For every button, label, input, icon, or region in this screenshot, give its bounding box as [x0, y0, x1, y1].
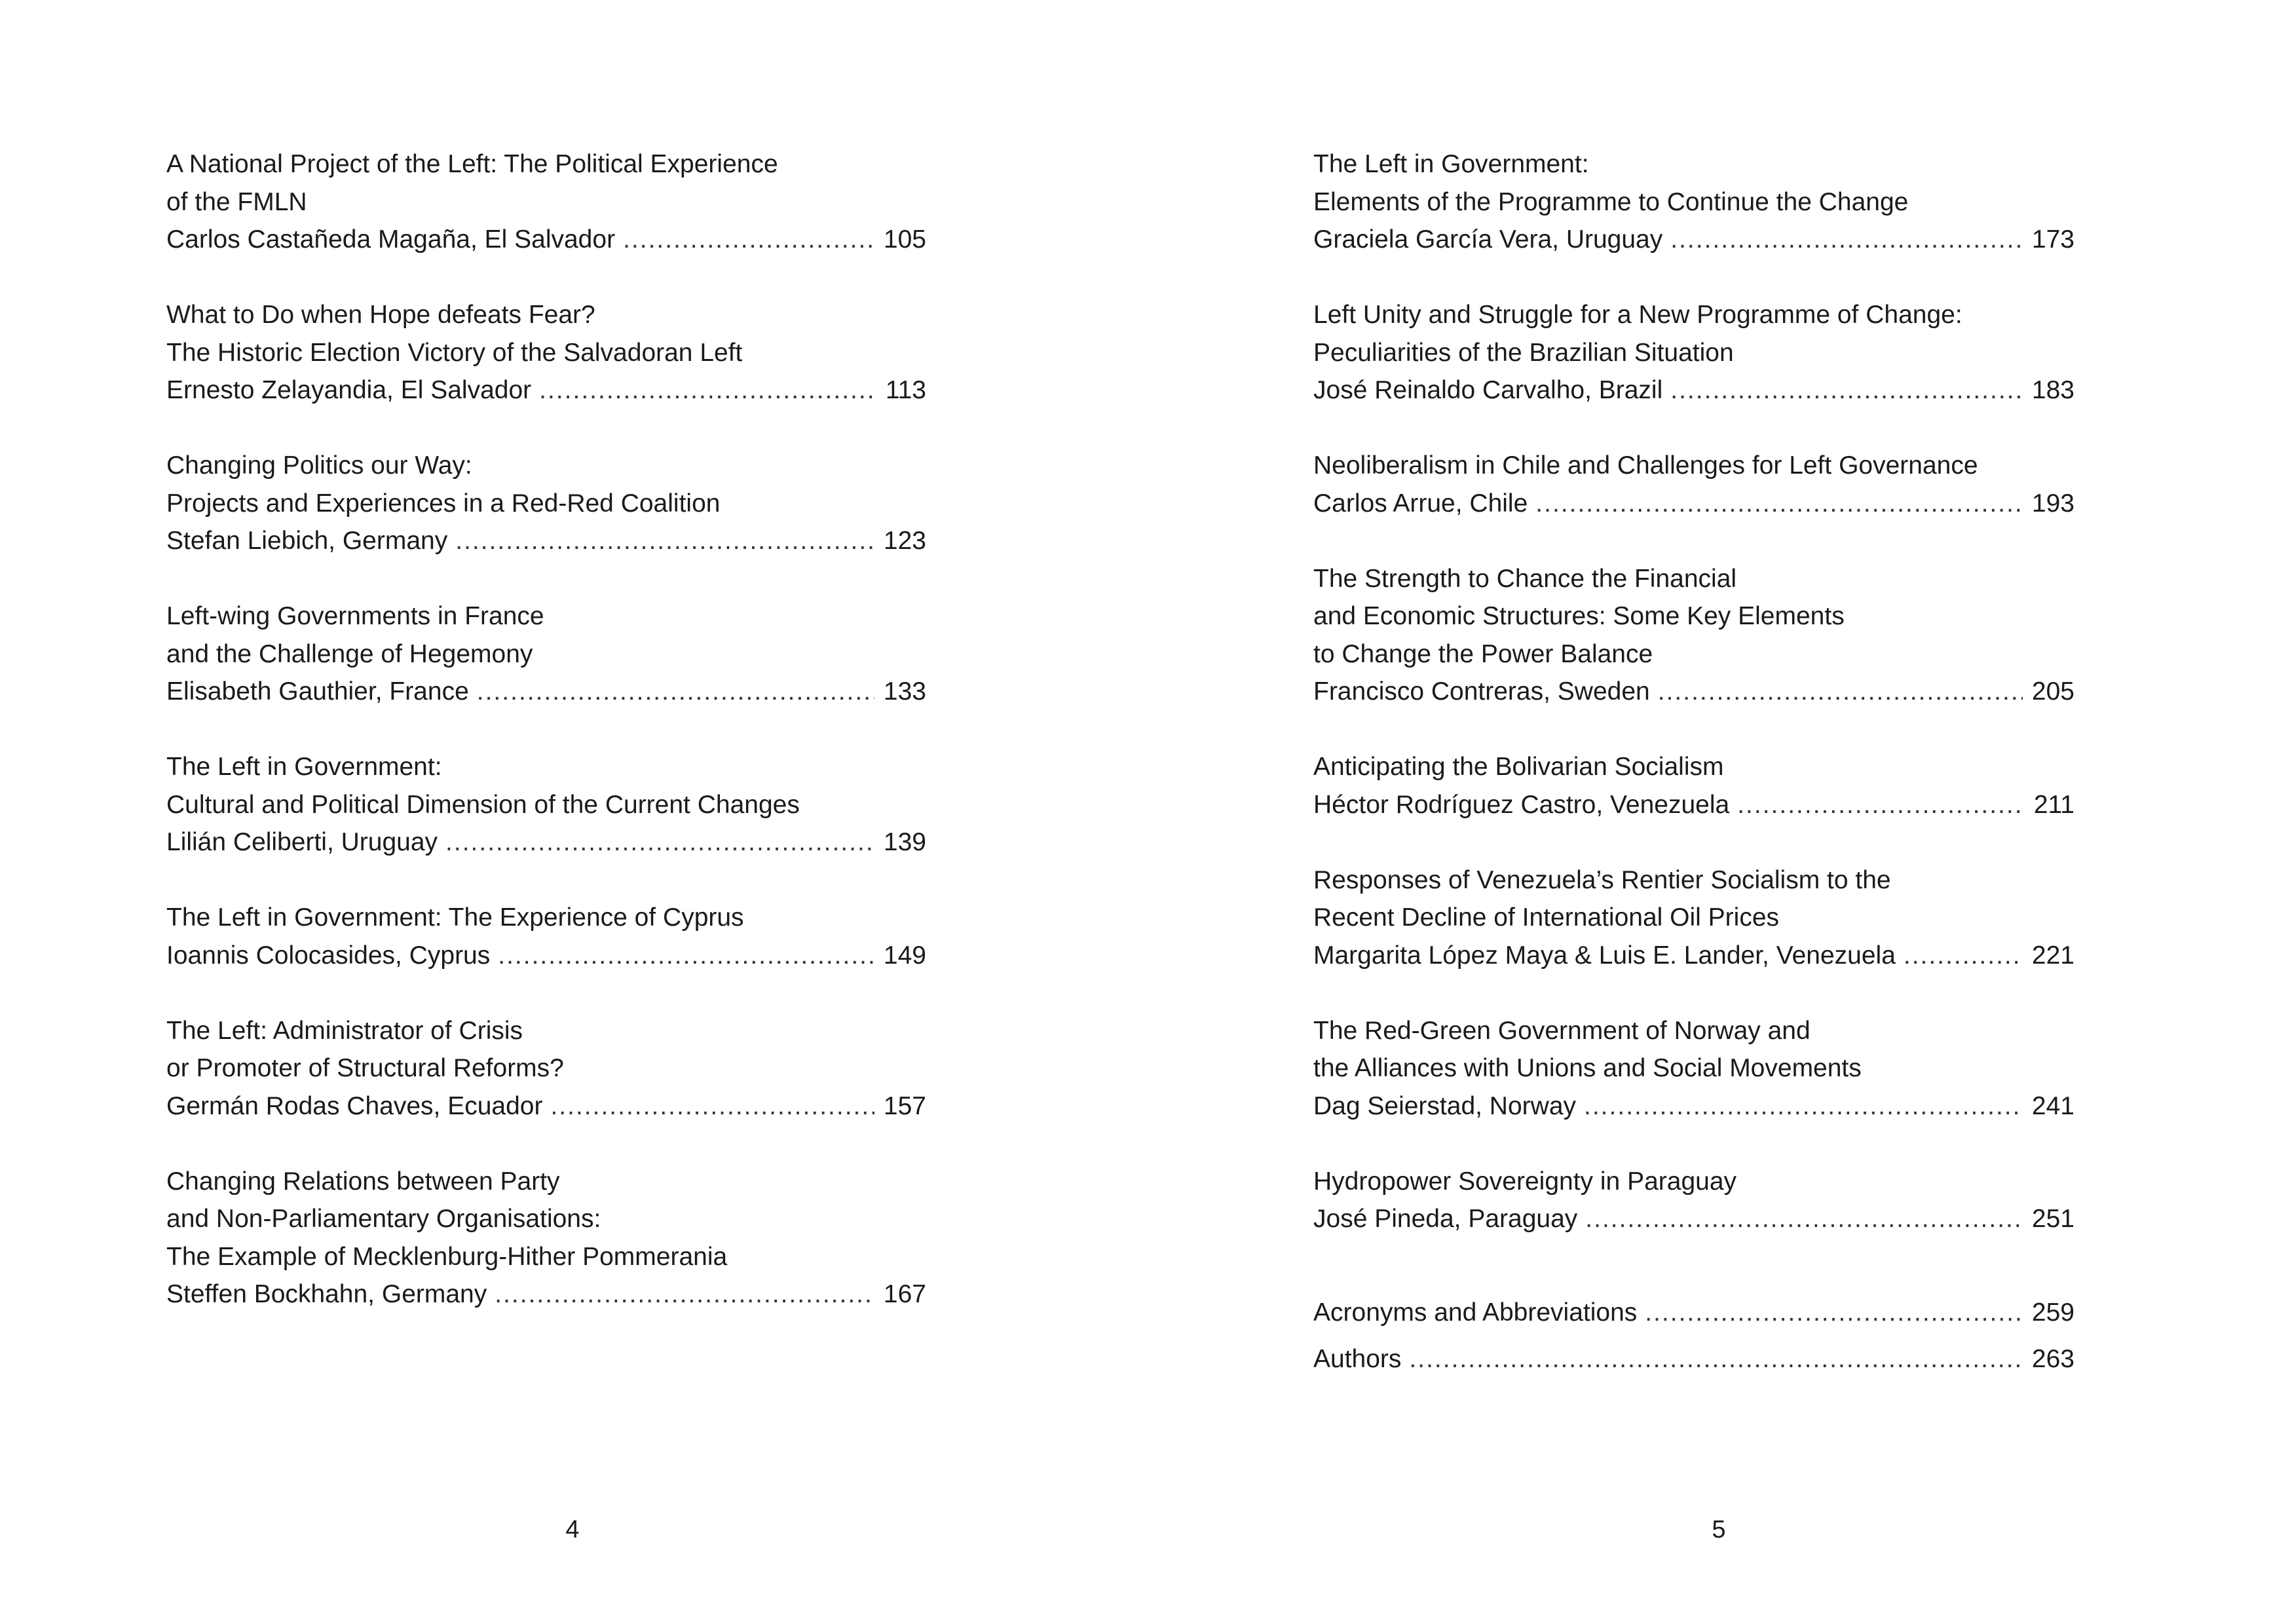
entry-author: Stefan Liebich, Germany — [166, 527, 448, 555]
entry-author-line — [1313, 1087, 2074, 1125]
entry-author: Elisabeth Gauthier, France — [166, 677, 469, 706]
dot-leader — [1645, 1294, 2023, 1332]
entry-title-line: The Left in Government: The Experience of Cyprus — [166, 903, 744, 932]
entry-author-line — [1313, 673, 2074, 711]
entry-title-line: Neoliberalism in Chile and Challenges for Left Governance — [1313, 451, 1978, 480]
dot-leader — [1670, 371, 2023, 409]
entry-page-number: 139 — [883, 828, 926, 856]
entry-title-line: and Economic Structures: Some Key Elements — [1313, 602, 1845, 630]
entry-page-number: 133 — [883, 677, 926, 706]
entry-author: Dag Seierstad, Norway — [1313, 1091, 1577, 1120]
toc-entry[interactable] — [166, 1012, 926, 1125]
entry-page-number: 251 — [2031, 1205, 2074, 1233]
entry-title-line: Left Unity and Struggle for a New Programme of Change: — [1313, 301, 1962, 329]
entry-author: Héctor Rodríguez Castro, Venezuela — [1313, 790, 1730, 819]
dot-leader — [1409, 1340, 2023, 1378]
dot-leader — [1585, 1200, 2023, 1238]
dot-leader — [1658, 673, 2023, 711]
entry-page-number: 211 — [2033, 790, 2074, 819]
toc-entry-acronyms[interactable] — [1313, 1294, 2074, 1332]
entry-page-number: 263 — [2031, 1344, 2074, 1373]
entry-author-line — [1313, 221, 2074, 259]
entry-title-line: Projects and Experiences in a Red-Red Coalition — [166, 489, 721, 518]
entry-title-line: Elements of the Programme to Continue the Change — [1313, 187, 1909, 216]
dot-leader — [1535, 485, 2023, 523]
entry-author-line — [166, 1087, 926, 1125]
entry-author: Carlos Castañeda Magaña, El Salvador — [166, 225, 616, 254]
toc-entry[interactable] — [1313, 1163, 2074, 1238]
toc-entry[interactable] — [1313, 296, 2074, 409]
toc-entry[interactable] — [166, 296, 926, 409]
dot-leader — [550, 1087, 874, 1125]
right-page — [1145, 0, 2290, 1624]
entry-author-line — [166, 1275, 926, 1313]
entry-author-line — [166, 522, 926, 560]
entry-title-line: Recent Decline of International Oil Prices — [1313, 903, 1780, 932]
toc-entry[interactable] — [1313, 861, 2074, 975]
entry-title-line: Anticipating the Bolivarian Socialism — [1313, 753, 1724, 781]
entry-title-line: Responses of Venezuela’s Rentier Socialism to the — [1313, 865, 1891, 894]
entry-title-line: Cultural and Political Dimension of the Current Changes — [166, 790, 800, 819]
entry-title-line: Hydropower Sovereignty in Paraguay — [1313, 1167, 1737, 1196]
dot-leader — [1584, 1087, 2023, 1125]
entry-title-line: Peculiarities of the Brazilian Situation — [1313, 338, 1734, 367]
toc-entry[interactable] — [166, 1163, 926, 1313]
entry-label: Authors — [1313, 1344, 1402, 1373]
dot-leader — [1904, 937, 2023, 975]
page-number-footer: 4 — [565, 1516, 580, 1543]
entry-page-number: 241 — [2031, 1091, 2074, 1120]
entry-author: Germán Rodas Chaves, Ecuador — [166, 1091, 543, 1120]
toc-entry[interactable] — [1313, 1012, 2074, 1125]
entry-author: Lilián Celiberti, Uruguay — [166, 828, 438, 856]
entry-title-line: to Change the Power Balance — [1313, 639, 1653, 668]
entry-author-line — [166, 823, 926, 861]
toc-list-right — [1313, 145, 2074, 1275]
page-number-footer: 5 — [1712, 1516, 1726, 1543]
entry-author-line — [1313, 937, 2074, 975]
toc-entry[interactable] — [1313, 145, 2074, 259]
entry-title-line: The Red-Green Government of Norway and — [1313, 1016, 1811, 1045]
entry-title-line: or Promoter of Structural Reforms? — [166, 1054, 564, 1082]
entry-page-number: 167 — [883, 1280, 926, 1308]
entry-page-number: 205 — [2031, 677, 2074, 706]
entry-title-line: of the FMLN — [166, 187, 307, 216]
toc-entry[interactable] — [166, 899, 926, 974]
entry-page-number: 113 — [885, 376, 926, 404]
dot-leader — [455, 522, 874, 560]
entry-page-number: 149 — [883, 941, 926, 970]
entry-page-number: 193 — [2031, 489, 2074, 518]
entry-author: Margarita López Maya & Luis E. Lander, Venezuela — [1313, 941, 1896, 970]
entry-author: Ioannis Colocasides, Cyprus — [166, 941, 491, 970]
entry-author: Francisco Contreras, Sweden — [1313, 677, 1650, 706]
entry-author-line — [1313, 1200, 2074, 1238]
toc-entry[interactable] — [166, 597, 926, 711]
dot-leader — [477, 673, 874, 711]
toc-entry[interactable] — [1313, 447, 2074, 522]
entry-author-line — [1313, 485, 2074, 523]
entry-title-line: The Historic Election Victory of the Salvadoran Left — [166, 338, 743, 367]
entry-author-line — [166, 673, 926, 711]
entry-title-line: The Example of Mecklenburg-Hither Pommerania — [166, 1242, 728, 1271]
entry-title-line: Changing Relations between Party — [166, 1167, 560, 1196]
entry-label: Acronyms and Abbreviations — [1313, 1298, 1638, 1327]
dot-leader — [445, 823, 874, 861]
dot-leader — [498, 937, 874, 975]
entry-title-line: A National Project of the Left: The Political Experience — [166, 150, 778, 178]
entry-title-line: Changing Politics our Way: — [166, 451, 472, 480]
entry-author: Graciela García Vera, Uruguay — [1313, 225, 1663, 254]
entry-title-line: and Non-Parliamentary Organisations: — [166, 1205, 601, 1233]
entry-title-line: the Alliances with Unions and Social Movements — [1313, 1054, 1862, 1082]
entry-page-number: 173 — [2031, 225, 2074, 254]
entry-author-line — [1313, 371, 2074, 409]
entry-author: Carlos Arrue, Chile — [1313, 489, 1528, 518]
entry-page-number: 183 — [2031, 376, 2074, 404]
entry-title-line: The Strength to Chance the Financial — [1313, 564, 1737, 593]
entry-title-line: What to Do when Hope defeats Fear? — [166, 301, 595, 329]
entry-page-number: 123 — [883, 527, 926, 555]
toc-entry[interactable] — [166, 447, 926, 560]
toc-entry-authors[interactable] — [1313, 1340, 2074, 1378]
entry-title-line: and the Challenge of Hegemony — [166, 639, 533, 668]
entry-author: Ernesto Zelayandia, El Salvador — [166, 376, 532, 404]
entry-author-line — [1313, 786, 2074, 824]
toc-entry[interactable] — [166, 145, 926, 259]
toc-entry[interactable] — [1313, 560, 2074, 711]
back-matter-list — [1313, 1294, 2074, 1386]
entry-author: José Pineda, Paraguay — [1313, 1205, 1578, 1233]
dot-leader — [623, 221, 874, 259]
entry-title-line: The Left: Administrator of Crisis — [166, 1016, 523, 1045]
entry-author-line — [166, 937, 926, 975]
entry-page-number: 105 — [883, 225, 926, 254]
entry-page-number: 259 — [2031, 1298, 2074, 1327]
entry-title-line: Left-wing Governments in France — [166, 602, 544, 630]
dot-leader — [1737, 786, 2025, 824]
entry-title-line: The Left in Government: — [1313, 150, 1589, 178]
entry-author: Steffen Bockhahn, Germany — [166, 1280, 487, 1308]
dot-leader — [539, 371, 876, 409]
toc-list-left — [166, 145, 926, 1351]
entry-page-number: 157 — [883, 1091, 926, 1120]
entry-page-number: 221 — [2031, 941, 2074, 970]
toc-entry[interactable] — [1313, 748, 2074, 823]
entry-title-line: The Left in Government: — [166, 753, 442, 781]
entry-author-line — [166, 221, 926, 259]
entry-author-line — [166, 371, 926, 409]
toc-entry[interactable] — [166, 748, 926, 861]
dot-leader — [495, 1275, 874, 1313]
entry-author: José Reinaldo Carvalho, Brazil — [1313, 376, 1663, 404]
dot-leader — [1670, 221, 2023, 259]
